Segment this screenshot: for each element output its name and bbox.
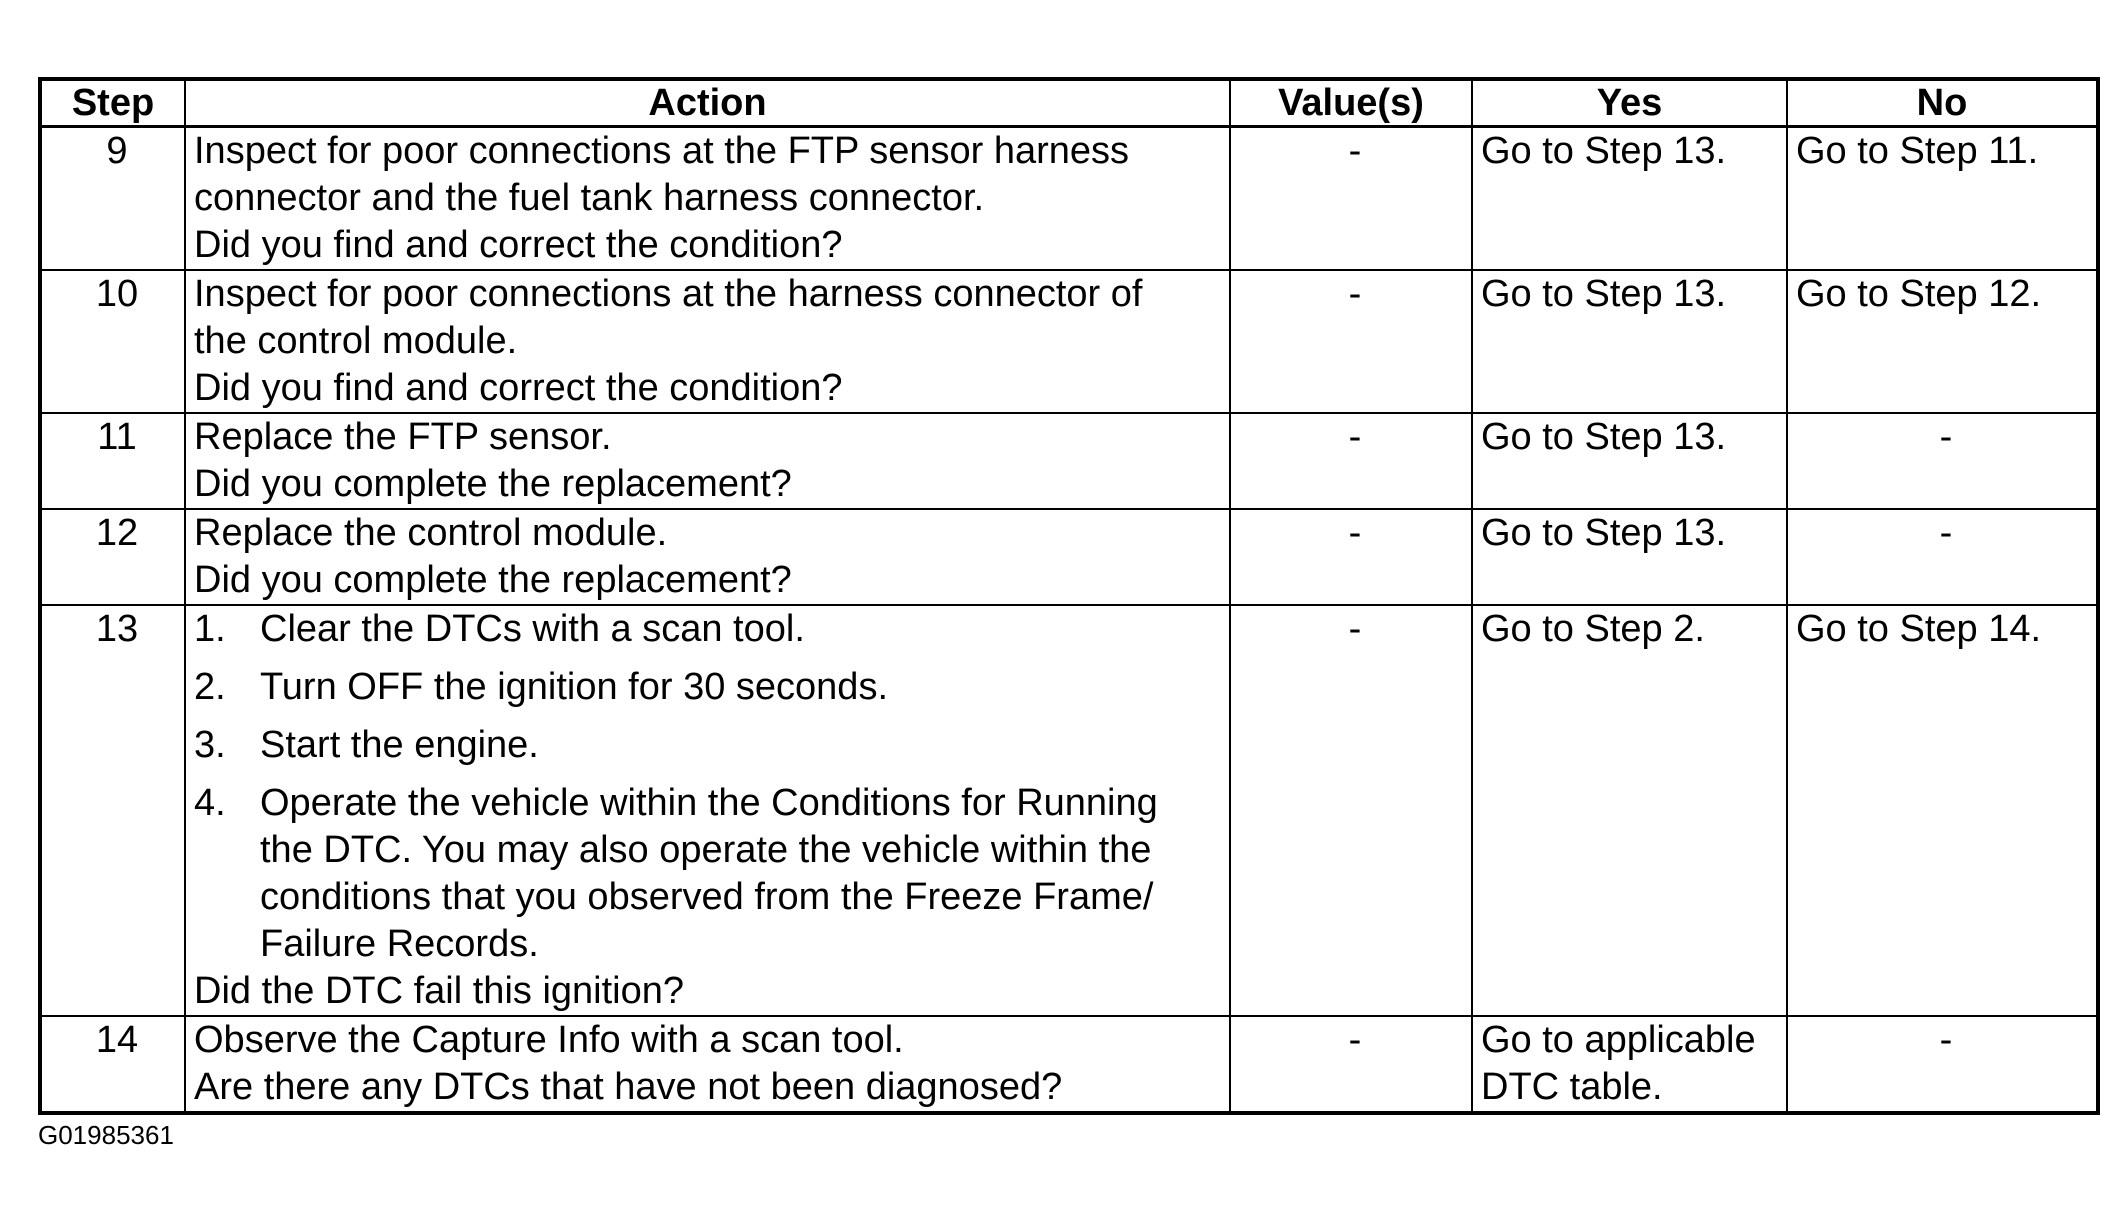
sub-step-number: 4. — [194, 782, 226, 824]
sub-step-text: the DTC. You may also operate the vehicle within the — [260, 829, 1152, 871]
figure-id: G01985361 — [38, 1120, 174, 1150]
action-cell — [185, 605, 1230, 1016]
action-line: connector and the fuel tank harness connector. — [194, 177, 985, 219]
no-cell: Go to Step 11. — [1787, 127, 2098, 271]
yes-cell: Go to Step 13. — [1472, 413, 1787, 509]
header-action: Action — [185, 79, 1230, 127]
sub-step-text: Clear the DTCs with a scan tool. — [260, 608, 805, 650]
no-cell: Go to Step 12. — [1787, 270, 2098, 413]
value-cell: - — [1230, 270, 1472, 413]
table-row — [40, 270, 2098, 413]
diagnostic-table — [38, 77, 2100, 1115]
value-cell: - — [1230, 127, 1472, 271]
action-cell — [185, 413, 1230, 509]
yes-cell: Go to Step 2. — [1472, 605, 1787, 1016]
table-row — [40, 413, 2098, 509]
header-values: Value(s) — [1230, 79, 1472, 127]
action-cell — [185, 509, 1230, 605]
action-line: Inspect for poor connections at the FTP sensor harness — [194, 130, 1130, 172]
action-question: Did the DTC fail this ignition? — [194, 970, 684, 1012]
sub-step-list — [194, 606, 1229, 968]
no-cell: - — [1787, 509, 2098, 605]
sub-step-text: Failure Records. — [260, 923, 539, 965]
yes-cell: Go to Step 13. — [1472, 270, 1787, 413]
sub-step — [194, 664, 1229, 711]
header-yes: Yes — [1472, 79, 1787, 127]
table-header-row — [40, 79, 2098, 127]
action-line: Replace the control module. — [194, 512, 668, 554]
no-cell: - — [1787, 1016, 2098, 1113]
action-line: Replace the FTP sensor. — [194, 416, 612, 458]
sub-step-text: Start the engine. — [260, 724, 539, 766]
step-number: 9 — [40, 127, 185, 271]
sub-step-number: 2. — [194, 666, 226, 708]
action-line: Did you complete the replacement? — [194, 559, 792, 601]
action-line: Did you complete the replacement? — [194, 463, 792, 505]
value-cell: - — [1230, 413, 1472, 509]
step-number: 10 — [40, 270, 185, 413]
step-number: 14 — [40, 1016, 185, 1113]
header-step: Step — [40, 79, 185, 127]
step-number: 13 — [40, 605, 185, 1016]
yes-cell — [1472, 1016, 1787, 1113]
table-row — [40, 127, 2098, 271]
no-cell: Go to Step 14. — [1787, 605, 2098, 1016]
header-no: No — [1787, 79, 2098, 127]
table-row — [40, 509, 2098, 605]
action-line: Observe the Capture Info with a scan tool. — [194, 1019, 904, 1061]
value-cell: - — [1230, 509, 1472, 605]
sub-step-text: conditions that you observed from the Freeze Frame/ — [260, 876, 1154, 918]
no-cell: - — [1787, 413, 2098, 509]
table-row — [40, 1016, 2098, 1113]
action-cell — [185, 1016, 1230, 1113]
action-line: Are there any DTCs that have not been diagnosed? — [194, 1066, 1063, 1108]
yes-line: Go to applicable — [1481, 1019, 1756, 1061]
yes-line: DTC table. — [1481, 1066, 1663, 1108]
yes-cell: Go to Step 13. — [1472, 509, 1787, 605]
sub-step-text: Turn OFF the ignition for 30 seconds. — [260, 666, 889, 708]
table-row — [40, 605, 2098, 1016]
yes-cell: Go to Step 13. — [1472, 127, 1787, 271]
action-line: Did you find and correct the condition? — [194, 224, 843, 266]
action-cell — [185, 270, 1230, 413]
sub-step-number: 3. — [194, 724, 226, 766]
sub-step-number: 1. — [194, 608, 226, 650]
action-line: the control module. — [194, 320, 518, 362]
value-cell: - — [1230, 1016, 1472, 1113]
action-cell — [185, 127, 1230, 271]
value-cell: - — [1230, 605, 1472, 1016]
sub-step — [194, 780, 1229, 968]
step-number: 11 — [40, 413, 185, 509]
sub-step — [194, 606, 1229, 653]
action-line: Inspect for poor connections at the harness connector of — [194, 273, 1143, 315]
step-number: 12 — [40, 509, 185, 605]
sub-step — [194, 722, 1229, 769]
sub-step-text: Operate the vehicle within the Conditions for Running — [260, 782, 1158, 824]
action-line: Did you find and correct the condition? — [194, 367, 843, 409]
